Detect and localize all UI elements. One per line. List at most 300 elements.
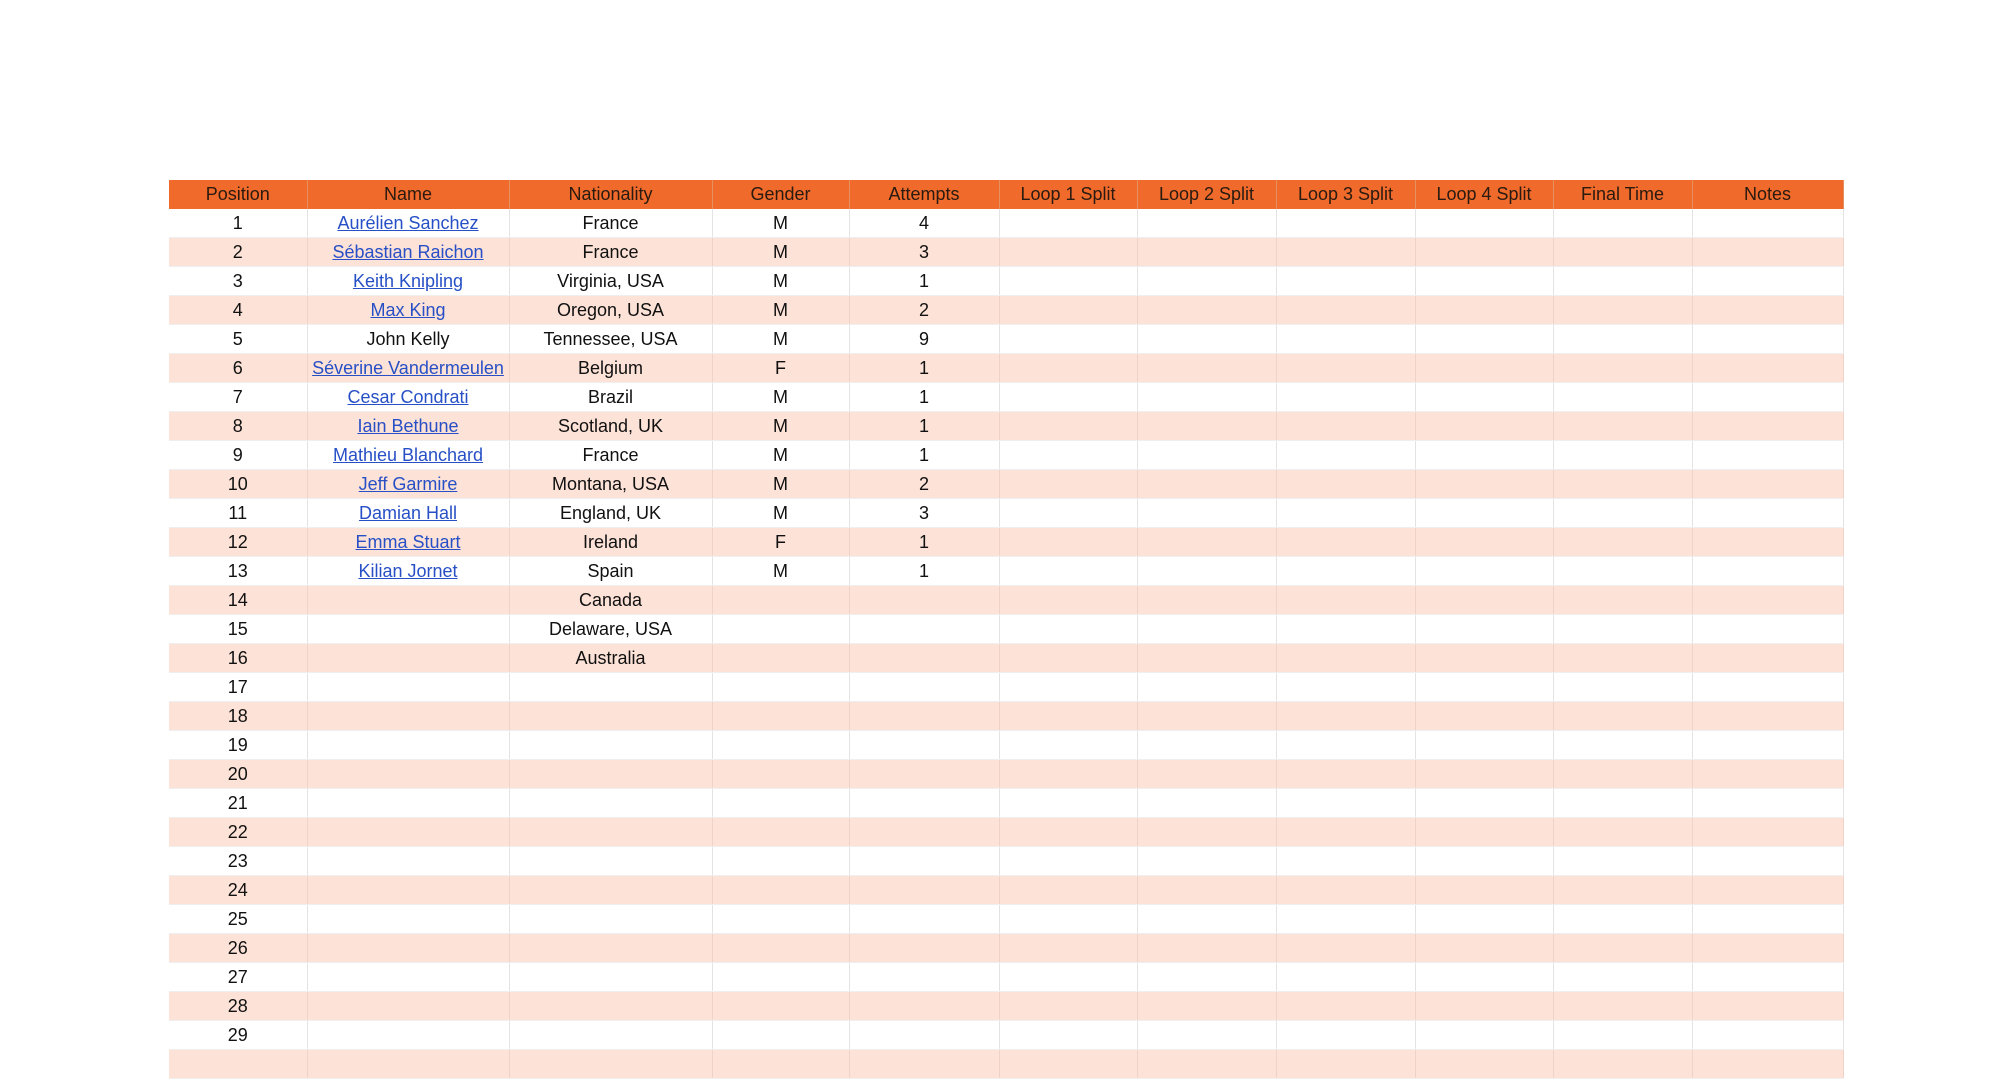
cell-final-time[interactable]	[1553, 992, 1692, 1021]
cell-loop-4-split[interactable]	[1415, 470, 1553, 499]
cell-loop-4-split[interactable]	[1415, 992, 1553, 1021]
cell-loop-4-split[interactable]	[1415, 325, 1553, 354]
cell-gender[interactable]	[712, 615, 849, 644]
cell-position[interactable]: 18	[169, 702, 307, 731]
cell-nationality[interactable]: Australia	[509, 644, 712, 673]
cell-notes[interactable]	[1692, 760, 1843, 789]
cell-final-time[interactable]	[1553, 412, 1692, 441]
cell-loop-2-split[interactable]	[1137, 1050, 1276, 1079]
cell-final-time[interactable]	[1553, 644, 1692, 673]
cell-position[interactable]: 4	[169, 296, 307, 325]
cell-position[interactable]: 7	[169, 383, 307, 412]
cell-name[interactable]	[307, 441, 509, 470]
cell-loop-3-split[interactable]	[1276, 1050, 1415, 1079]
cell-loop-1-split[interactable]	[999, 905, 1137, 934]
cell-attempts[interactable]	[849, 1021, 999, 1050]
cell-gender[interactable]: M	[712, 470, 849, 499]
cell-final-time[interactable]	[1553, 760, 1692, 789]
cell-final-time[interactable]	[1553, 499, 1692, 528]
runner-name-link[interactable]: Sébastian Raichon	[332, 241, 484, 262]
cell-gender[interactable]	[712, 760, 849, 789]
cell-loop-2-split[interactable]	[1137, 528, 1276, 557]
cell-final-time[interactable]	[1553, 296, 1692, 325]
cell-loop-3-split[interactable]	[1276, 528, 1415, 557]
cell-name[interactable]	[307, 557, 509, 586]
cell-attempts[interactable]: 1	[849, 354, 999, 383]
cell-name[interactable]	[307, 470, 509, 499]
cell-attempts[interactable]	[849, 847, 999, 876]
cell-attempts[interactable]: 3	[849, 238, 999, 267]
cell-name[interactable]	[307, 731, 509, 760]
cell-notes[interactable]	[1692, 818, 1843, 847]
cell-nationality[interactable]: Montana, USA	[509, 470, 712, 499]
cell-notes[interactable]	[1692, 267, 1843, 296]
cell-loop-1-split[interactable]	[999, 441, 1137, 470]
cell-position[interactable]: 9	[169, 441, 307, 470]
cell-loop-1-split[interactable]	[999, 296, 1137, 325]
cell-name[interactable]	[307, 673, 509, 702]
cell-loop-2-split[interactable]	[1137, 644, 1276, 673]
cell-loop-2-split[interactable]	[1137, 238, 1276, 267]
cell-position[interactable]: 24	[169, 876, 307, 905]
cell-position[interactable]: 15	[169, 615, 307, 644]
cell-attempts[interactable]	[849, 963, 999, 992]
cell-attempts[interactable]: 3	[849, 499, 999, 528]
cell-loop-1-split[interactable]	[999, 644, 1137, 673]
cell-loop-3-split[interactable]	[1276, 441, 1415, 470]
cell-name[interactable]	[307, 876, 509, 905]
cell-loop-4-split[interactable]	[1415, 818, 1553, 847]
cell-attempts[interactable]: 1	[849, 412, 999, 441]
cell-loop-1-split[interactable]	[999, 557, 1137, 586]
cell-attempts[interactable]: 1	[849, 267, 999, 296]
cell-loop-4-split[interactable]	[1415, 644, 1553, 673]
cell-loop-4-split[interactable]	[1415, 586, 1553, 615]
cell-loop-4-split[interactable]	[1415, 760, 1553, 789]
cell-notes[interactable]	[1692, 296, 1843, 325]
cell-loop-1-split[interactable]	[999, 412, 1137, 441]
cell-loop-1-split[interactable]	[999, 586, 1137, 615]
cell-loop-1-split[interactable]	[999, 1050, 1137, 1079]
cell-position[interactable]: 17	[169, 673, 307, 702]
cell-attempts[interactable]: 1	[849, 557, 999, 586]
cell-position[interactable]: 19	[169, 731, 307, 760]
column-header-position[interactable]: Position	[169, 180, 307, 209]
cell-nationality[interactable]: France	[509, 209, 712, 238]
cell-name[interactable]	[307, 499, 509, 528]
cell-nationality[interactable]	[509, 1050, 712, 1079]
cell-loop-2-split[interactable]	[1137, 847, 1276, 876]
cell-final-time[interactable]	[1553, 731, 1692, 760]
cell-position[interactable]: 16	[169, 644, 307, 673]
cell-loop-4-split[interactable]	[1415, 412, 1553, 441]
cell-loop-4-split[interactable]	[1415, 702, 1553, 731]
runner-name-link[interactable]: Mathieu Blanchard	[332, 444, 484, 465]
cell-nationality[interactable]	[509, 934, 712, 963]
cell-gender[interactable]	[712, 644, 849, 673]
cell-nationality[interactable]	[509, 992, 712, 1021]
cell-loop-4-split[interactable]	[1415, 441, 1553, 470]
cell-gender[interactable]	[712, 963, 849, 992]
runner-name-link[interactable]: Kilian Jornet	[358, 560, 458, 581]
cell-name[interactable]	[307, 267, 509, 296]
cell-gender[interactable]	[712, 847, 849, 876]
cell-notes[interactable]	[1692, 470, 1843, 499]
cell-attempts[interactable]: 2	[849, 296, 999, 325]
cell-loop-2-split[interactable]	[1137, 818, 1276, 847]
cell-loop-1-split[interactable]	[999, 354, 1137, 383]
cell-attempts[interactable]	[849, 905, 999, 934]
cell-nationality[interactable]: Canada	[509, 586, 712, 615]
cell-notes[interactable]	[1692, 789, 1843, 818]
cell-loop-2-split[interactable]	[1137, 499, 1276, 528]
cell-final-time[interactable]	[1553, 441, 1692, 470]
cell-loop-2-split[interactable]	[1137, 267, 1276, 296]
cell-attempts[interactable]: 1	[849, 441, 999, 470]
cell-final-time[interactable]	[1553, 818, 1692, 847]
cell-gender[interactable]	[712, 702, 849, 731]
cell-loop-4-split[interactable]	[1415, 238, 1553, 267]
cell-loop-3-split[interactable]	[1276, 789, 1415, 818]
cell-loop-4-split[interactable]	[1415, 267, 1553, 296]
cell-nationality[interactable]: France	[509, 441, 712, 470]
cell-notes[interactable]	[1692, 441, 1843, 470]
cell-name[interactable]	[307, 934, 509, 963]
cell-nationality[interactable]	[509, 673, 712, 702]
cell-position[interactable]: 13	[169, 557, 307, 586]
cell-gender[interactable]	[712, 876, 849, 905]
cell-nationality[interactable]: Virginia, USA	[509, 267, 712, 296]
cell-name[interactable]	[307, 586, 509, 615]
cell-loop-4-split[interactable]	[1415, 963, 1553, 992]
cell-position[interactable]: 5	[169, 325, 307, 354]
column-header-notes[interactable]: Notes	[1692, 180, 1843, 209]
cell-position[interactable]: 26	[169, 934, 307, 963]
cell-name[interactable]	[307, 702, 509, 731]
cell-notes[interactable]	[1692, 557, 1843, 586]
cell-attempts[interactable]	[849, 789, 999, 818]
cell-name[interactable]	[307, 296, 509, 325]
cell-notes[interactable]	[1692, 528, 1843, 557]
cell-loop-2-split[interactable]	[1137, 934, 1276, 963]
column-header-gender[interactable]: Gender	[712, 180, 849, 209]
cell-nationality[interactable]: Ireland	[509, 528, 712, 557]
cell-loop-3-split[interactable]	[1276, 499, 1415, 528]
cell-loop-1-split[interactable]	[999, 470, 1137, 499]
cell-loop-1-split[interactable]	[999, 209, 1137, 238]
cell-final-time[interactable]	[1553, 557, 1692, 586]
column-header-loop-2-split[interactable]: Loop 2 Split	[1137, 180, 1276, 209]
runner-name-link[interactable]: Aurélien Sanchez	[337, 212, 479, 233]
cell-loop-3-split[interactable]	[1276, 383, 1415, 412]
cell-position[interactable]: 6	[169, 354, 307, 383]
cell-nationality[interactable]: Belgium	[509, 354, 712, 383]
cell-nationality[interactable]: Spain	[509, 557, 712, 586]
cell-loop-4-split[interactable]	[1415, 789, 1553, 818]
cell-loop-1-split[interactable]	[999, 818, 1137, 847]
cell-attempts[interactable]	[849, 876, 999, 905]
cell-notes[interactable]	[1692, 876, 1843, 905]
cell-position[interactable]: 10	[169, 470, 307, 499]
cell-gender[interactable]: M	[712, 209, 849, 238]
column-header-loop-3-split[interactable]: Loop 3 Split	[1276, 180, 1415, 209]
cell-notes[interactable]	[1692, 499, 1843, 528]
cell-name[interactable]	[307, 412, 509, 441]
cell-name[interactable]	[307, 209, 509, 238]
cell-final-time[interactable]	[1553, 528, 1692, 557]
cell-loop-3-split[interactable]	[1276, 644, 1415, 673]
cell-final-time[interactable]	[1553, 1021, 1692, 1050]
cell-name[interactable]	[307, 528, 509, 557]
cell-loop-4-split[interactable]	[1415, 615, 1553, 644]
cell-notes[interactable]	[1692, 905, 1843, 934]
cell-gender[interactable]: M	[712, 296, 849, 325]
cell-loop-4-split[interactable]	[1415, 383, 1553, 412]
cell-loop-4-split[interactable]	[1415, 296, 1553, 325]
cell-name[interactable]	[307, 1050, 509, 1079]
cell-position[interactable]: 8	[169, 412, 307, 441]
cell-name[interactable]	[307, 354, 509, 383]
cell-loop-1-split[interactable]	[999, 499, 1137, 528]
cell-final-time[interactable]	[1553, 905, 1692, 934]
cell-gender[interactable]	[712, 992, 849, 1021]
cell-name[interactable]	[307, 789, 509, 818]
cell-loop-2-split[interactable]	[1137, 412, 1276, 441]
cell-nationality[interactable]: England, UK	[509, 499, 712, 528]
cell-attempts[interactable]	[849, 934, 999, 963]
cell-final-time[interactable]	[1553, 789, 1692, 818]
cell-loop-1-split[interactable]	[999, 847, 1137, 876]
cell-nationality[interactable]	[509, 905, 712, 934]
cell-attempts[interactable]	[849, 992, 999, 1021]
cell-final-time[interactable]	[1553, 615, 1692, 644]
cell-attempts[interactable]: 9	[849, 325, 999, 354]
cell-loop-3-split[interactable]	[1276, 731, 1415, 760]
cell-nationality[interactable]	[509, 789, 712, 818]
cell-notes[interactable]	[1692, 354, 1843, 383]
cell-gender[interactable]: M	[712, 412, 849, 441]
cell-loop-1-split[interactable]	[999, 673, 1137, 702]
cell-loop-4-split[interactable]	[1415, 209, 1553, 238]
cell-loop-3-split[interactable]	[1276, 992, 1415, 1021]
cell-nationality[interactable]	[509, 1021, 712, 1050]
cell-gender[interactable]: F	[712, 354, 849, 383]
cell-attempts[interactable]	[849, 673, 999, 702]
cell-loop-2-split[interactable]	[1137, 876, 1276, 905]
cell-loop-1-split[interactable]	[999, 934, 1137, 963]
cell-nationality[interactable]	[509, 702, 712, 731]
cell-gender[interactable]	[712, 934, 849, 963]
cell-loop-3-split[interactable]	[1276, 209, 1415, 238]
cell-loop-2-split[interactable]	[1137, 905, 1276, 934]
cell-loop-4-split[interactable]	[1415, 557, 1553, 586]
cell-loop-2-split[interactable]	[1137, 963, 1276, 992]
cell-gender[interactable]	[712, 818, 849, 847]
cell-loop-1-split[interactable]	[999, 528, 1137, 557]
cell-gender[interactable]	[712, 905, 849, 934]
cell-loop-3-split[interactable]	[1276, 847, 1415, 876]
cell-loop-2-split[interactable]	[1137, 615, 1276, 644]
cell-final-time[interactable]	[1553, 876, 1692, 905]
cell-loop-2-split[interactable]	[1137, 760, 1276, 789]
cell-position[interactable]: 21	[169, 789, 307, 818]
cell-loop-4-split[interactable]	[1415, 731, 1553, 760]
cell-nationality[interactable]	[509, 760, 712, 789]
cell-notes[interactable]	[1692, 615, 1843, 644]
cell-loop-3-split[interactable]	[1276, 934, 1415, 963]
cell-final-time[interactable]	[1553, 963, 1692, 992]
cell-position[interactable]: 28	[169, 992, 307, 1021]
cell-position[interactable]: 22	[169, 818, 307, 847]
cell-nationality[interactable]: Brazil	[509, 383, 712, 412]
runner-name-link[interactable]: Keith Knipling	[352, 270, 464, 291]
column-header-final-time[interactable]: Final Time	[1553, 180, 1692, 209]
cell-loop-2-split[interactable]	[1137, 992, 1276, 1021]
cell-loop-3-split[interactable]	[1276, 470, 1415, 499]
cell-final-time[interactable]	[1553, 325, 1692, 354]
cell-gender[interactable]	[712, 586, 849, 615]
cell-name[interactable]	[307, 615, 509, 644]
cell-loop-3-split[interactable]	[1276, 905, 1415, 934]
cell-position[interactable]: 1	[169, 209, 307, 238]
cell-final-time[interactable]	[1553, 702, 1692, 731]
cell-attempts[interactable]: 2	[849, 470, 999, 499]
cell-gender[interactable]: M	[712, 499, 849, 528]
runner-name-link[interactable]: Max King	[370, 299, 446, 320]
cell-notes[interactable]	[1692, 1021, 1843, 1050]
cell-loop-4-split[interactable]	[1415, 499, 1553, 528]
cell-loop-2-split[interactable]	[1137, 296, 1276, 325]
cell-notes[interactable]	[1692, 934, 1843, 963]
cell-name[interactable]	[307, 905, 509, 934]
cell-gender[interactable]	[712, 731, 849, 760]
cell-attempts[interactable]	[849, 615, 999, 644]
cell-loop-4-split[interactable]	[1415, 876, 1553, 905]
runner-name-link[interactable]: Emma Stuart	[355, 531, 461, 552]
cell-name[interactable]	[307, 818, 509, 847]
cell-nationality[interactable]: Scotland, UK	[509, 412, 712, 441]
cell-position[interactable]: 29	[169, 1021, 307, 1050]
cell-loop-1-split[interactable]	[999, 731, 1137, 760]
column-header-loop-1-split[interactable]: Loop 1 Split	[999, 180, 1137, 209]
cell-notes[interactable]	[1692, 209, 1843, 238]
cell-attempts[interactable]	[849, 1050, 999, 1079]
cell-name[interactable]	[307, 963, 509, 992]
cell-loop-4-split[interactable]	[1415, 934, 1553, 963]
runner-name-link[interactable]: Séverine Vandermeulen	[312, 357, 504, 378]
cell-attempts[interactable]: 1	[849, 383, 999, 412]
cell-attempts[interactable]	[849, 586, 999, 615]
cell-nationality[interactable]	[509, 963, 712, 992]
cell-loop-4-split[interactable]	[1415, 1021, 1553, 1050]
cell-position[interactable]	[169, 1050, 307, 1079]
cell-loop-2-split[interactable]	[1137, 470, 1276, 499]
cell-nationality[interactable]	[509, 847, 712, 876]
cell-position[interactable]: 25	[169, 905, 307, 934]
cell-loop-1-split[interactable]	[999, 789, 1137, 818]
cell-position[interactable]: 14	[169, 586, 307, 615]
cell-loop-3-split[interactable]	[1276, 615, 1415, 644]
cell-loop-3-split[interactable]	[1276, 702, 1415, 731]
cell-final-time[interactable]	[1553, 934, 1692, 963]
cell-loop-3-split[interactable]	[1276, 238, 1415, 267]
cell-loop-2-split[interactable]	[1137, 789, 1276, 818]
cell-loop-1-split[interactable]	[999, 702, 1137, 731]
cell-position[interactable]: 12	[169, 528, 307, 557]
cell-loop-3-split[interactable]	[1276, 354, 1415, 383]
cell-loop-3-split[interactable]	[1276, 586, 1415, 615]
cell-gender[interactable]: M	[712, 557, 849, 586]
cell-loop-3-split[interactable]	[1276, 760, 1415, 789]
cell-position[interactable]: 3	[169, 267, 307, 296]
cell-loop-3-split[interactable]	[1276, 876, 1415, 905]
cell-name[interactable]	[307, 992, 509, 1021]
cell-name[interactable]	[307, 238, 509, 267]
cell-loop-3-split[interactable]	[1276, 557, 1415, 586]
cell-final-time[interactable]	[1553, 586, 1692, 615]
cell-attempts[interactable]: 4	[849, 209, 999, 238]
cell-position[interactable]: 27	[169, 963, 307, 992]
cell-attempts[interactable]	[849, 702, 999, 731]
cell-notes[interactable]	[1692, 992, 1843, 1021]
cell-final-time[interactable]	[1553, 209, 1692, 238]
cell-attempts[interactable]	[849, 760, 999, 789]
column-header-loop-4-split[interactable]: Loop 4 Split	[1415, 180, 1553, 209]
cell-notes[interactable]	[1692, 702, 1843, 731]
cell-attempts[interactable]: 1	[849, 528, 999, 557]
cell-name[interactable]	[307, 644, 509, 673]
cell-loop-1-split[interactable]	[999, 325, 1137, 354]
cell-nationality[interactable]: Oregon, USA	[509, 296, 712, 325]
cell-notes[interactable]	[1692, 383, 1843, 412]
cell-loop-3-split[interactable]	[1276, 296, 1415, 325]
cell-loop-2-split[interactable]	[1137, 702, 1276, 731]
cell-gender[interactable]: M	[712, 441, 849, 470]
cell-loop-2-split[interactable]	[1137, 1021, 1276, 1050]
cell-notes[interactable]	[1692, 325, 1843, 354]
cell-loop-4-split[interactable]	[1415, 905, 1553, 934]
cell-loop-2-split[interactable]	[1137, 673, 1276, 702]
cell-name[interactable]	[307, 760, 509, 789]
cell-notes[interactable]	[1692, 673, 1843, 702]
cell-final-time[interactable]	[1553, 470, 1692, 499]
cell-loop-1-split[interactable]	[999, 760, 1137, 789]
cell-gender[interactable]: M	[712, 267, 849, 296]
cell-loop-4-split[interactable]	[1415, 847, 1553, 876]
cell-loop-1-split[interactable]	[999, 238, 1137, 267]
cell-nationality[interactable]	[509, 876, 712, 905]
cell-loop-2-split[interactable]	[1137, 325, 1276, 354]
cell-loop-4-split[interactable]	[1415, 528, 1553, 557]
cell-position[interactable]: 20	[169, 760, 307, 789]
cell-loop-3-split[interactable]	[1276, 818, 1415, 847]
cell-name[interactable]	[307, 383, 509, 412]
column-header-nationality[interactable]: Nationality	[509, 180, 712, 209]
cell-loop-1-split[interactable]	[999, 267, 1137, 296]
cell-position[interactable]: 11	[169, 499, 307, 528]
cell-gender[interactable]	[712, 789, 849, 818]
cell-gender[interactable]: M	[712, 325, 849, 354]
cell-gender[interactable]	[712, 673, 849, 702]
cell-loop-1-split[interactable]	[999, 615, 1137, 644]
column-header-name[interactable]: Name	[307, 180, 509, 209]
cell-loop-4-split[interactable]	[1415, 673, 1553, 702]
cell-loop-3-split[interactable]	[1276, 412, 1415, 441]
cell-nationality[interactable]	[509, 731, 712, 760]
cell-final-time[interactable]	[1553, 1050, 1692, 1079]
runner-name-link[interactable]: Iain Bethune	[357, 415, 459, 436]
cell-attempts[interactable]	[849, 818, 999, 847]
